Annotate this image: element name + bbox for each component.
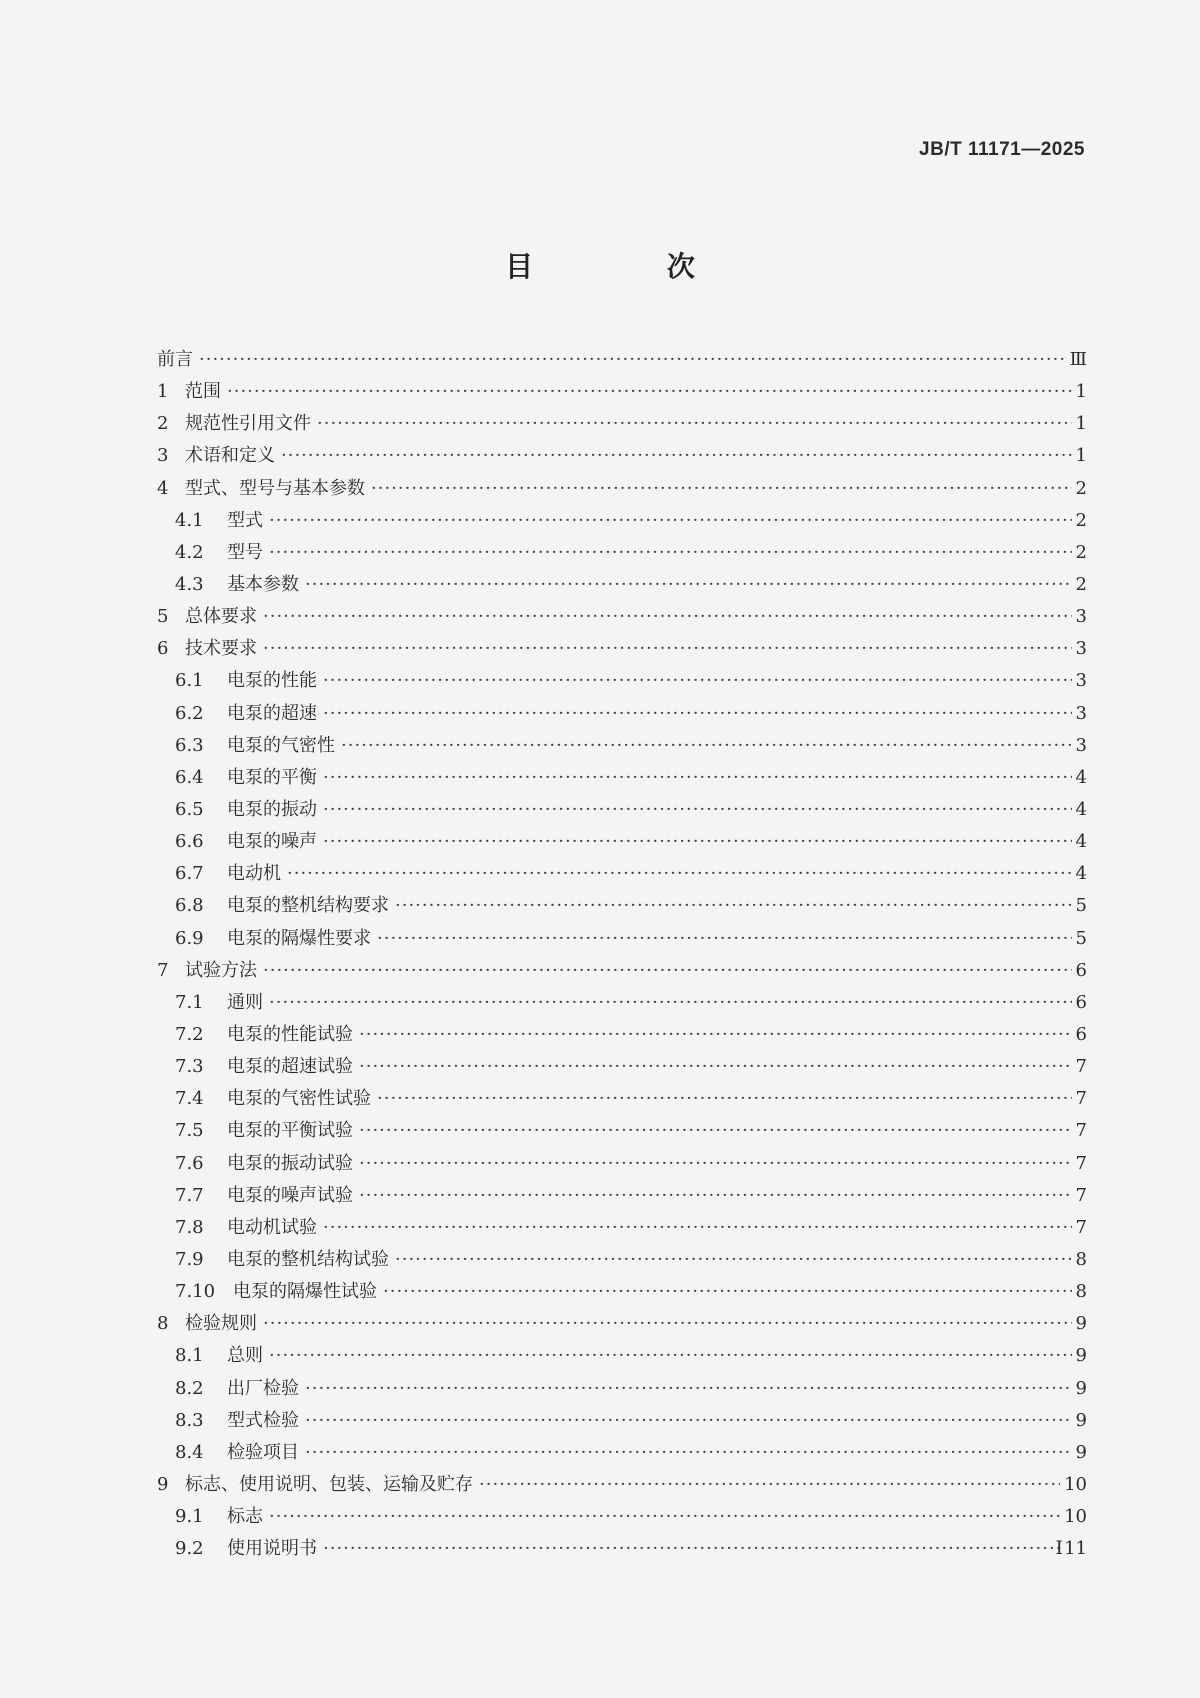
toc-entry-page: 8 bbox=[1075, 1248, 1087, 1270]
toc-entry[interactable] bbox=[157, 537, 1087, 569]
toc-entry-page: 7 bbox=[1075, 1120, 1087, 1142]
toc-entry-number: 7.5 bbox=[175, 1120, 204, 1142]
toc-dot-leader bbox=[263, 955, 1072, 987]
toc-entry[interactable] bbox=[157, 794, 1087, 826]
toc-entry-number: 8.2 bbox=[175, 1377, 204, 1399]
toc-dot-leader bbox=[281, 440, 1072, 472]
toc-dot-leader bbox=[377, 923, 1072, 955]
toc-entry-number: 4.2 bbox=[175, 541, 204, 563]
toc-entry-label: 电动机 bbox=[227, 863, 281, 885]
toc-entry-page: 2 bbox=[1075, 477, 1087, 499]
toc-entry-page: 4 bbox=[1075, 798, 1087, 820]
toc-entry-number: 7.2 bbox=[175, 1023, 204, 1045]
toc-entry-page: 5 bbox=[1075, 927, 1087, 949]
toc-entry[interactable] bbox=[157, 1212, 1087, 1244]
toc-dot-leader bbox=[359, 1051, 1072, 1083]
toc-entry-number: 6 bbox=[157, 638, 169, 660]
toc-entry-label: 术语和定义 bbox=[185, 445, 275, 467]
toc-entry-number: 2 bbox=[157, 413, 169, 435]
toc-entry[interactable] bbox=[157, 955, 1087, 987]
toc-dot-leader bbox=[287, 858, 1072, 890]
toc-entry-number: 7.10 bbox=[175, 1281, 216, 1303]
toc-entry-label: 电泵的隔爆性要求 bbox=[227, 927, 371, 949]
toc-entry[interactable] bbox=[157, 730, 1087, 762]
toc-entry[interactable] bbox=[157, 762, 1087, 794]
toc-entry[interactable] bbox=[157, 1469, 1087, 1501]
toc-dot-leader bbox=[317, 408, 1072, 440]
toc-entry-number: 6.4 bbox=[175, 766, 204, 788]
toc-entry[interactable] bbox=[157, 408, 1087, 440]
toc-entry-page: 2 bbox=[1075, 509, 1087, 531]
toc-entry-page: 3 bbox=[1075, 702, 1087, 724]
toc-dot-leader bbox=[305, 1437, 1072, 1469]
toc-dot-leader bbox=[269, 1501, 1060, 1533]
toc-entry-label: 电泵的超速 bbox=[227, 702, 317, 724]
toc-dot-leader bbox=[377, 1083, 1072, 1115]
toc-entry-label: 范围 bbox=[185, 381, 221, 403]
toc-entry[interactable] bbox=[157, 1533, 1087, 1565]
toc-entry-label: 电泵的整机结构试验 bbox=[227, 1248, 389, 1270]
toc-entry[interactable] bbox=[157, 665, 1087, 697]
toc-dot-leader bbox=[305, 1373, 1072, 1405]
toc-entry-label: 电泵的噪声试验 bbox=[227, 1184, 353, 1206]
toc-entry-page: 6 bbox=[1075, 1023, 1087, 1045]
toc-entry[interactable] bbox=[157, 1019, 1087, 1051]
toc-entry-page: 7 bbox=[1075, 1216, 1087, 1238]
toc-entry-page: 4 bbox=[1075, 863, 1087, 885]
toc-entry[interactable] bbox=[157, 505, 1087, 537]
toc-entry-page: 9 bbox=[1075, 1377, 1087, 1399]
toc-entry-page: 7 bbox=[1075, 1088, 1087, 1110]
toc-entry-number: 7 bbox=[157, 959, 169, 981]
toc-dot-leader bbox=[269, 537, 1072, 569]
toc-entry-label: 电泵的性能 bbox=[227, 670, 317, 692]
toc-entry-label: 前言 bbox=[157, 349, 193, 370]
toc-dot-leader bbox=[305, 1405, 1072, 1437]
toc-entry-page: 11 bbox=[1064, 1538, 1087, 1560]
toc-entry-page: 4 bbox=[1075, 766, 1087, 788]
toc-dot-leader bbox=[269, 1340, 1072, 1372]
toc-entry-label: 电泵的隔爆性试验 bbox=[233, 1281, 377, 1303]
toc-entry-page: 7 bbox=[1075, 1056, 1087, 1078]
toc-entry-page: 3 bbox=[1075, 606, 1087, 628]
toc-entry-number: 7.4 bbox=[175, 1088, 204, 1110]
toc-entry-page: 9 bbox=[1075, 1313, 1087, 1335]
toc-dot-leader bbox=[269, 505, 1072, 537]
toc-entry[interactable] bbox=[157, 440, 1087, 472]
toc-entry[interactable] bbox=[157, 923, 1087, 955]
toc-entry-label: 通则 bbox=[227, 991, 263, 1013]
toc-entry-number: 8.3 bbox=[175, 1409, 204, 1431]
toc-entry-label: 出厂检验 bbox=[227, 1377, 299, 1399]
toc-entry-label: 电泵的振动试验 bbox=[227, 1152, 353, 1174]
toc-entry-label: 电泵的气密性试验 bbox=[227, 1088, 371, 1110]
toc-entry-number: 9.2 bbox=[175, 1538, 204, 1560]
toc-entry[interactable] bbox=[157, 1437, 1087, 1469]
toc-dot-leader bbox=[263, 1308, 1072, 1340]
toc-entry-page: 8 bbox=[1075, 1281, 1087, 1303]
toc-entry-number: 4 bbox=[157, 477, 169, 499]
toc-entry-number: 9 bbox=[157, 1473, 169, 1495]
page-number: I bbox=[1055, 1537, 1063, 1559]
toc-entry-label: 规范性引用文件 bbox=[185, 413, 311, 435]
toc-entry[interactable] bbox=[157, 1405, 1087, 1437]
toc-dot-leader bbox=[269, 987, 1072, 1019]
table-of-contents bbox=[157, 344, 1087, 1565]
toc-dot-leader bbox=[341, 730, 1072, 762]
toc-entry-number: 8.4 bbox=[175, 1441, 204, 1463]
toc-dot-leader bbox=[395, 1244, 1072, 1276]
toc-entry[interactable] bbox=[157, 1276, 1087, 1308]
toc-entry-label: 电泵的平衡试验 bbox=[227, 1120, 353, 1142]
toc-entry-label: 型号 bbox=[227, 541, 263, 563]
toc-entry-label: 电泵的噪声 bbox=[227, 831, 317, 853]
toc-dot-leader bbox=[479, 1469, 1060, 1501]
toc-entry-number: 6.6 bbox=[175, 831, 204, 853]
toc-entry-page: 1 bbox=[1075, 445, 1087, 467]
toc-entry-page: 4 bbox=[1075, 831, 1087, 853]
toc-dot-leader bbox=[323, 1212, 1072, 1244]
toc-entry-page: 6 bbox=[1075, 959, 1087, 981]
toc-entry-label: 标志 bbox=[227, 1506, 263, 1528]
toc-entry[interactable] bbox=[157, 633, 1087, 665]
toc-entry[interactable] bbox=[157, 698, 1087, 730]
toc-dot-leader bbox=[305, 569, 1072, 601]
toc-entry-number: 6.3 bbox=[175, 734, 204, 756]
toc-entry[interactable] bbox=[157, 1148, 1087, 1180]
toc-entry-number: 6.8 bbox=[175, 895, 204, 917]
toc-entry[interactable] bbox=[157, 890, 1087, 922]
toc-entry-page: 1 bbox=[1075, 413, 1087, 435]
toc-title: 目 次 bbox=[505, 250, 757, 283]
toc-entry[interactable] bbox=[157, 1308, 1087, 1340]
toc-entry-label: 电泵的整机结构要求 bbox=[227, 895, 389, 917]
toc-entry-page: 3 bbox=[1075, 734, 1087, 756]
toc-entry[interactable] bbox=[157, 1051, 1087, 1083]
toc-entry-label: 电泵的平衡 bbox=[227, 766, 317, 788]
toc-entry[interactable] bbox=[157, 601, 1087, 633]
toc-entry-label: 检验规则 bbox=[185, 1313, 257, 1335]
toc-entry-number: 6.5 bbox=[175, 798, 204, 820]
toc-entry[interactable] bbox=[157, 1115, 1087, 1147]
toc-entry-number: 7.8 bbox=[175, 1216, 204, 1238]
toc-entry-page: 9 bbox=[1075, 1441, 1087, 1463]
toc-entry-page: 5 bbox=[1075, 895, 1087, 917]
toc-dot-leader bbox=[323, 826, 1072, 858]
toc-entry-number: 6.7 bbox=[175, 863, 204, 885]
toc-entry-label: 电泵的振动 bbox=[227, 798, 317, 820]
toc-dot-leader bbox=[323, 794, 1072, 826]
toc-entry-page: 7 bbox=[1075, 1184, 1087, 1206]
toc-dot-leader bbox=[359, 1019, 1072, 1051]
toc-entry-number: 3 bbox=[157, 445, 169, 467]
toc-entry[interactable] bbox=[157, 1083, 1087, 1115]
toc-entry-label: 使用说明书 bbox=[227, 1538, 317, 1560]
toc-entry-number: 6.9 bbox=[175, 927, 204, 949]
toc-entry-label: 检验项目 bbox=[227, 1441, 299, 1463]
toc-dot-leader bbox=[199, 344, 1066, 376]
toc-entry-number: 6.1 bbox=[175, 670, 204, 692]
toc-entry-label: 型式检验 bbox=[227, 1409, 299, 1431]
toc-dot-leader bbox=[359, 1180, 1072, 1212]
toc-entry[interactable] bbox=[157, 987, 1087, 1019]
toc-entry-number: 7.6 bbox=[175, 1152, 204, 1174]
toc-dot-leader bbox=[323, 698, 1072, 730]
toc-entry-label: 型式 bbox=[227, 509, 263, 531]
toc-entry-page: Ⅲ bbox=[1069, 349, 1087, 370]
toc-entry-label: 总则 bbox=[227, 1345, 263, 1367]
toc-entry-label: 型式、型号与基本参数 bbox=[185, 477, 365, 499]
toc-entry-page: 7 bbox=[1075, 1152, 1087, 1174]
toc-entry-page: 6 bbox=[1075, 991, 1087, 1013]
toc-entry-label: 电动机试验 bbox=[227, 1216, 317, 1238]
toc-entry-number: 6.2 bbox=[175, 702, 204, 724]
toc-entry-label: 技术要求 bbox=[185, 638, 257, 660]
toc-dot-leader bbox=[263, 601, 1072, 633]
toc-entry-number: 4.1 bbox=[175, 509, 204, 531]
toc-entry[interactable] bbox=[157, 1340, 1087, 1372]
toc-entry-number: 5 bbox=[157, 606, 169, 628]
toc-dot-leader bbox=[371, 473, 1072, 505]
toc-entry-page: 9 bbox=[1075, 1345, 1087, 1367]
toc-entry-page: 3 bbox=[1075, 638, 1087, 660]
toc-entry[interactable] bbox=[157, 1180, 1087, 1212]
toc-entry[interactable] bbox=[157, 858, 1087, 890]
toc-entry[interactable] bbox=[157, 344, 1087, 376]
toc-dot-leader bbox=[359, 1115, 1072, 1147]
toc-entry-page: 10 bbox=[1064, 1473, 1087, 1495]
toc-entry-number: 9.1 bbox=[175, 1506, 204, 1528]
toc-entry[interactable] bbox=[157, 1501, 1087, 1533]
toc-entry-page: 9 bbox=[1075, 1409, 1087, 1431]
toc-entry[interactable] bbox=[157, 473, 1087, 505]
toc-dot-leader bbox=[323, 665, 1072, 697]
toc-entry-label: 总体要求 bbox=[185, 606, 257, 628]
toc-entry-number: 1 bbox=[157, 381, 169, 403]
toc-entry-page: 3 bbox=[1075, 670, 1087, 692]
toc-entry-page: 2 bbox=[1075, 573, 1087, 595]
toc-entry-number: 8 bbox=[157, 1313, 169, 1335]
toc-entry[interactable] bbox=[157, 826, 1087, 858]
standard-code: JB/T 11171—2025 bbox=[919, 139, 1085, 160]
toc-dot-leader bbox=[263, 633, 1072, 665]
toc-entry-number: 7.7 bbox=[175, 1184, 204, 1206]
toc-dot-leader bbox=[323, 1533, 1060, 1565]
toc-entry-label: 电泵的超速试验 bbox=[227, 1056, 353, 1078]
toc-entry-number: 4.3 bbox=[175, 573, 204, 595]
toc-dot-leader bbox=[383, 1276, 1072, 1308]
toc-entry-page: 2 bbox=[1075, 541, 1087, 563]
toc-entry-label: 试验方法 bbox=[185, 959, 257, 981]
toc-entry-page: 1 bbox=[1075, 381, 1087, 403]
toc-entry-label: 标志、使用说明、包装、运输及贮存 bbox=[185, 1473, 473, 1495]
toc-dot-leader bbox=[359, 1148, 1072, 1180]
toc-entry-number: 8.1 bbox=[175, 1345, 204, 1367]
toc-entry[interactable] bbox=[157, 1244, 1087, 1276]
toc-entry-label: 基本参数 bbox=[227, 573, 299, 595]
toc-dot-leader bbox=[323, 762, 1072, 794]
toc-entry-page: 10 bbox=[1064, 1506, 1087, 1528]
toc-entry-label: 电泵的气密性 bbox=[227, 734, 335, 756]
toc-entry[interactable] bbox=[157, 376, 1087, 408]
toc-dot-leader bbox=[395, 890, 1072, 922]
toc-dot-leader bbox=[227, 376, 1072, 408]
toc-entry-number: 7.3 bbox=[175, 1056, 204, 1078]
toc-entry[interactable] bbox=[157, 1373, 1087, 1405]
toc-entry-number: 7.9 bbox=[175, 1248, 204, 1270]
toc-entry-number: 7.1 bbox=[175, 991, 204, 1013]
toc-entry-label: 电泵的性能试验 bbox=[227, 1023, 353, 1045]
toc-entry[interactable] bbox=[157, 569, 1087, 601]
